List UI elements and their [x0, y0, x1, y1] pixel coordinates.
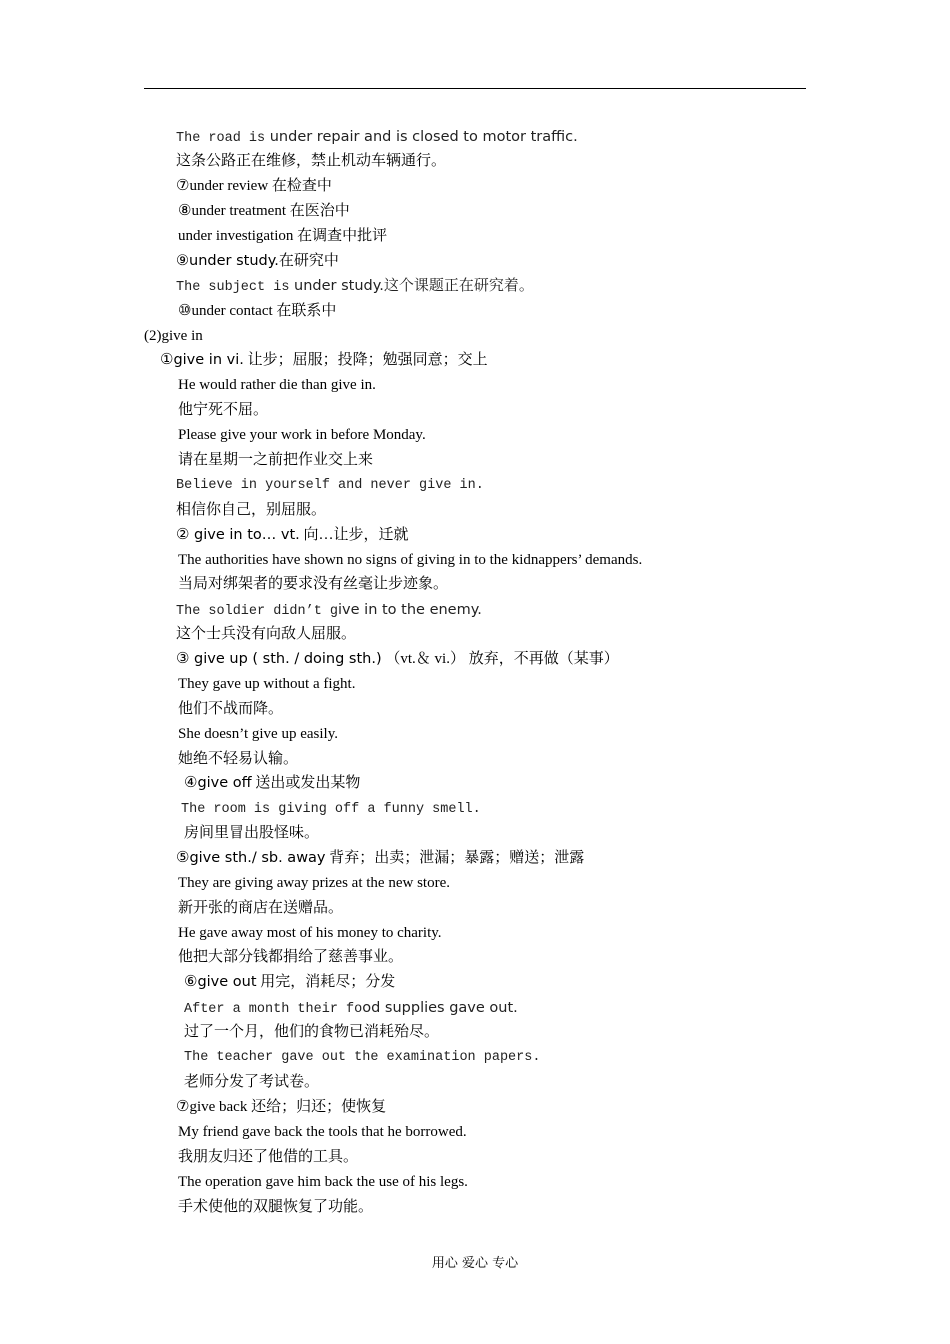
text-line: 新开张的商店在送赠品。 [178, 900, 344, 916]
text-line: 这个士兵没有向敌人屈服。 [176, 626, 357, 642]
text-line: 她绝不轻易认输。 [178, 751, 299, 767]
text-line: 这条公路正在维修，禁止机动车辆通行。 [176, 153, 447, 169]
text-line: ⑩under contact 在联系中 [178, 303, 337, 319]
text-line: Believe in yourself and never give in. [176, 478, 484, 493]
text-line: ⑧under treatment 在医治中 [178, 203, 350, 219]
text-line: The room is giving off a funny smell. [181, 802, 481, 817]
text-line: The operation gave him back the use of his legs. [178, 1174, 468, 1190]
text-line: 他把大部分钱都捐给了慈善事业。 [178, 949, 404, 965]
text-line: They are giving away prizes at the new store. [178, 875, 450, 891]
text-line: He would rather die than give in. [178, 377, 376, 393]
text-line: 相信你自己，别屈服。 [176, 502, 327, 518]
text-line: They gave up without a fight. [178, 676, 356, 692]
text-line: under investigation 在调查中批评 [178, 228, 388, 244]
text-line: 当局对绑架者的要求没有丝毫让步迹象。 [178, 576, 449, 592]
header-rule [144, 88, 806, 89]
section-heading: (2)give in [144, 328, 203, 344]
page-footer: 用心 爱心 专心 [431, 1256, 519, 1271]
text-line: 手术使他的双腿恢复了功能。 [178, 1199, 374, 1215]
text-line: After a month their food supplies gave out. [184, 1000, 518, 1017]
text-line: My friend gave back the tools that he borrowed. [178, 1124, 467, 1140]
text-line: The teacher gave out the examination papers. [184, 1050, 541, 1065]
text-line: ③ give up ( sth. / doing sth.) （vt.＆ vi.） 放弃，不再做（某事） [176, 651, 619, 667]
text-line: The road is under repair and is closed to motor traffic. [176, 129, 578, 146]
text-line: 房间里冒出股怪味。 [184, 825, 320, 841]
text-line: ⑤give sth./ sb. away 背弃；出卖；泄漏；暴露；赠送；泄露 [176, 850, 585, 866]
text-line: 请在星期一之前把作业交上来 [178, 452, 374, 468]
text-line: 他们不战而降。 [178, 701, 284, 717]
text-line: She doesn’t give up easily. [178, 726, 338, 742]
text-line: ⑦under review 在检查中 [176, 178, 332, 194]
text-line: ⑦give back 还给；归还；使恢复 [176, 1099, 387, 1115]
text-line: 老师分发了考试卷。 [184, 1074, 320, 1090]
text-line: ② give in to… vt. 向…让步，迁就 [176, 527, 409, 543]
text-line: Please give your work in before Monday. [178, 427, 426, 443]
text-line: 他宁死不屈。 [178, 402, 269, 418]
text-line: 我朋友归还了他借的工具。 [178, 1149, 359, 1165]
text-line: He gave away most of his money to charity. [178, 925, 442, 941]
text-line: The authorities have shown no signs of giving in to the kidnappers’ demands. [178, 552, 643, 568]
text-line: 过了一个月，他们的食物已消耗殆尽。 [184, 1024, 440, 1040]
text-line: The soldier didn’t give in to the enemy. [176, 602, 482, 619]
text-line: ④give off 送出或发出某物 [184, 775, 361, 791]
text-line: ⑨under study.在研究中 [176, 253, 339, 269]
text-line: The subject is under study.这个课题正在研究着。 [176, 278, 534, 295]
text-line: ①give in vi. 让步；屈服；投降；勉强同意；交上 [160, 352, 488, 368]
text-line: ⑥give out 用完，消耗尽；分发 [184, 974, 396, 990]
